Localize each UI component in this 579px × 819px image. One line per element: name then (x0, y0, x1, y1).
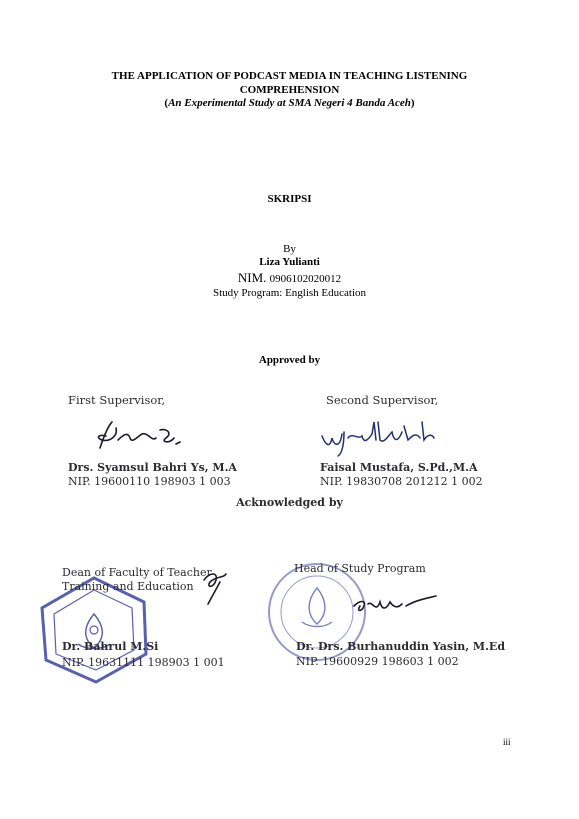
dean-name: Dr. Bahrul M.Si (62, 640, 159, 653)
second-supervisor-label: Second Supervisor, (326, 393, 439, 407)
first-supervisor-label: First Supervisor, (68, 393, 166, 407)
second-supervisor-signature (318, 418, 438, 458)
author-name: Liza Yulianti (259, 256, 320, 268)
nim-value: 0906102020012 (269, 273, 342, 285)
thesis-title (0, 69, 579, 97)
first-supervisor-name: Drs. Syamsul Bahri Ys, M.A (68, 461, 237, 474)
first-supervisor-signature (90, 418, 190, 454)
subtitle-text: An Experimental Study at SMA Negeri 4 Banda Aceh (168, 97, 411, 109)
thesis-subtitle (0, 97, 579, 109)
head-signature (350, 590, 440, 620)
dean-title-line1: Dean of Faculty of Teacher (62, 566, 212, 579)
by-label: By (283, 243, 296, 255)
first-supervisor-nip: NIP. 19600110 198903 1 003 (68, 475, 231, 488)
head-name: Dr. Drs. Burhanuddin Yasin, M.Ed (296, 640, 506, 653)
dean-nip: NIP. 19631111 198903 1 001 (62, 656, 225, 669)
page-number: iii (503, 737, 511, 747)
thesis-title-line2: COMPREHENSION (239, 84, 340, 96)
thesis-title-line1: THE APPLICATION OF PODCAST MEDIA IN TEACHING LISTENING (111, 70, 468, 82)
head-of-program-title: Head of Study Program (294, 562, 426, 575)
second-supervisor-nip: NIP. 19830708 201212 1 002 (320, 475, 483, 488)
acknowledged-by-label: Acknowledged by (236, 496, 343, 509)
document-type: SKRIPSI (267, 193, 312, 205)
dean-title-line2: Training and Education (62, 580, 194, 593)
subtitle-open-paren: ( (164, 97, 169, 109)
student-id (0, 270, 579, 286)
second-supervisor-name: Faisal Mustafa, S.Pd.,M.A (320, 461, 478, 474)
dean-signature (198, 566, 234, 606)
dean-title (62, 566, 212, 594)
subtitle-close-paren: ) (410, 97, 415, 109)
study-program: Study Program: English Education (212, 287, 367, 299)
nim-label: NIM. (237, 270, 267, 285)
head-nip: NIP. 19600929 198603 1 002 (296, 655, 459, 668)
approved-by-label: Approved by (258, 354, 321, 366)
